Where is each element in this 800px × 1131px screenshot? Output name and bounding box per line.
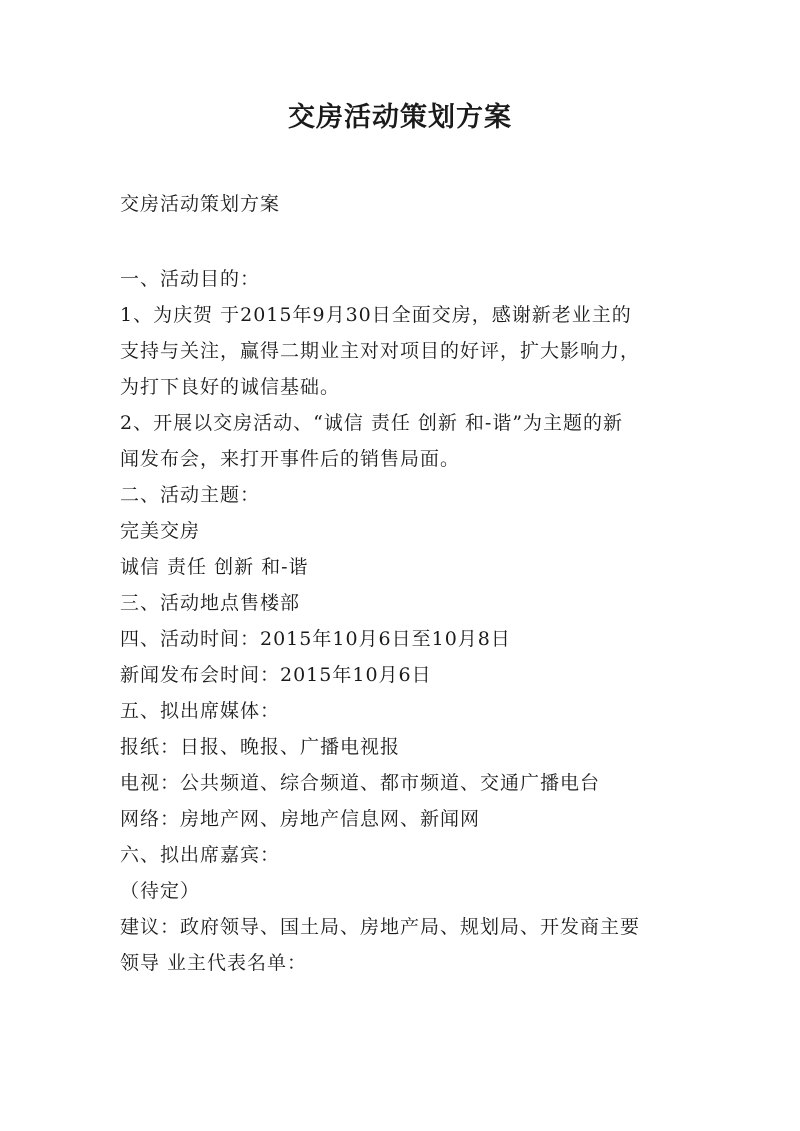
body-line: 为打下良好的诚信基础。 <box>120 376 341 398</box>
body-line: 完美交房 <box>120 520 201 542</box>
body-line: 六、拟出席嘉宾： <box>120 844 281 866</box>
document-title: 交房活动策划方案 <box>288 102 512 133</box>
body-line: 五、拟出席媒体： <box>120 700 281 722</box>
body-line: 闻发布会，来打开事件后的销售局面。 <box>120 448 461 470</box>
body-line: 网络：房地产网、房地产信息网、新闻网 <box>120 808 481 830</box>
body-line: 报纸：日报、晚报、广播电视报 <box>120 736 401 758</box>
body-line: 领导 业主代表名单： <box>120 952 308 974</box>
body-line: （待定） <box>120 880 201 902</box>
body-line: 三、活动地点售楼部 <box>120 592 301 614</box>
body-line: 1、为庆贺 于2015年9月30日全面交房，感谢新老业主的 <box>120 304 632 326</box>
body-line: 建议：政府领导、国土局、房地产局、规划局、开发商主要 <box>120 916 641 938</box>
document-body <box>120 261 690 981</box>
body-line: 支持与关注，赢得二期业主对对项目的好评，扩大影响力， <box>120 340 641 362</box>
body-line: 二、活动主题： <box>120 484 261 506</box>
body-line: 一、活动目的： <box>120 268 261 290</box>
body-line: 诚信 责任 创新 和-谐 <box>120 556 309 578</box>
body-line: 四、活动时间：2015年10月6日至10月8日 <box>120 628 511 650</box>
body-line: 新闻发布会时间：2015年10月6日 <box>120 664 432 686</box>
body-line: 电视：公共频道、综合频道、都市频道、交通广播电台 <box>120 772 601 794</box>
document-subtitle: 交房活动策划方案 <box>120 193 281 215</box>
body-line: 2、开展以交房活动、“诚信 责任 创新 和-谐”为主题的新 <box>120 412 624 434</box>
